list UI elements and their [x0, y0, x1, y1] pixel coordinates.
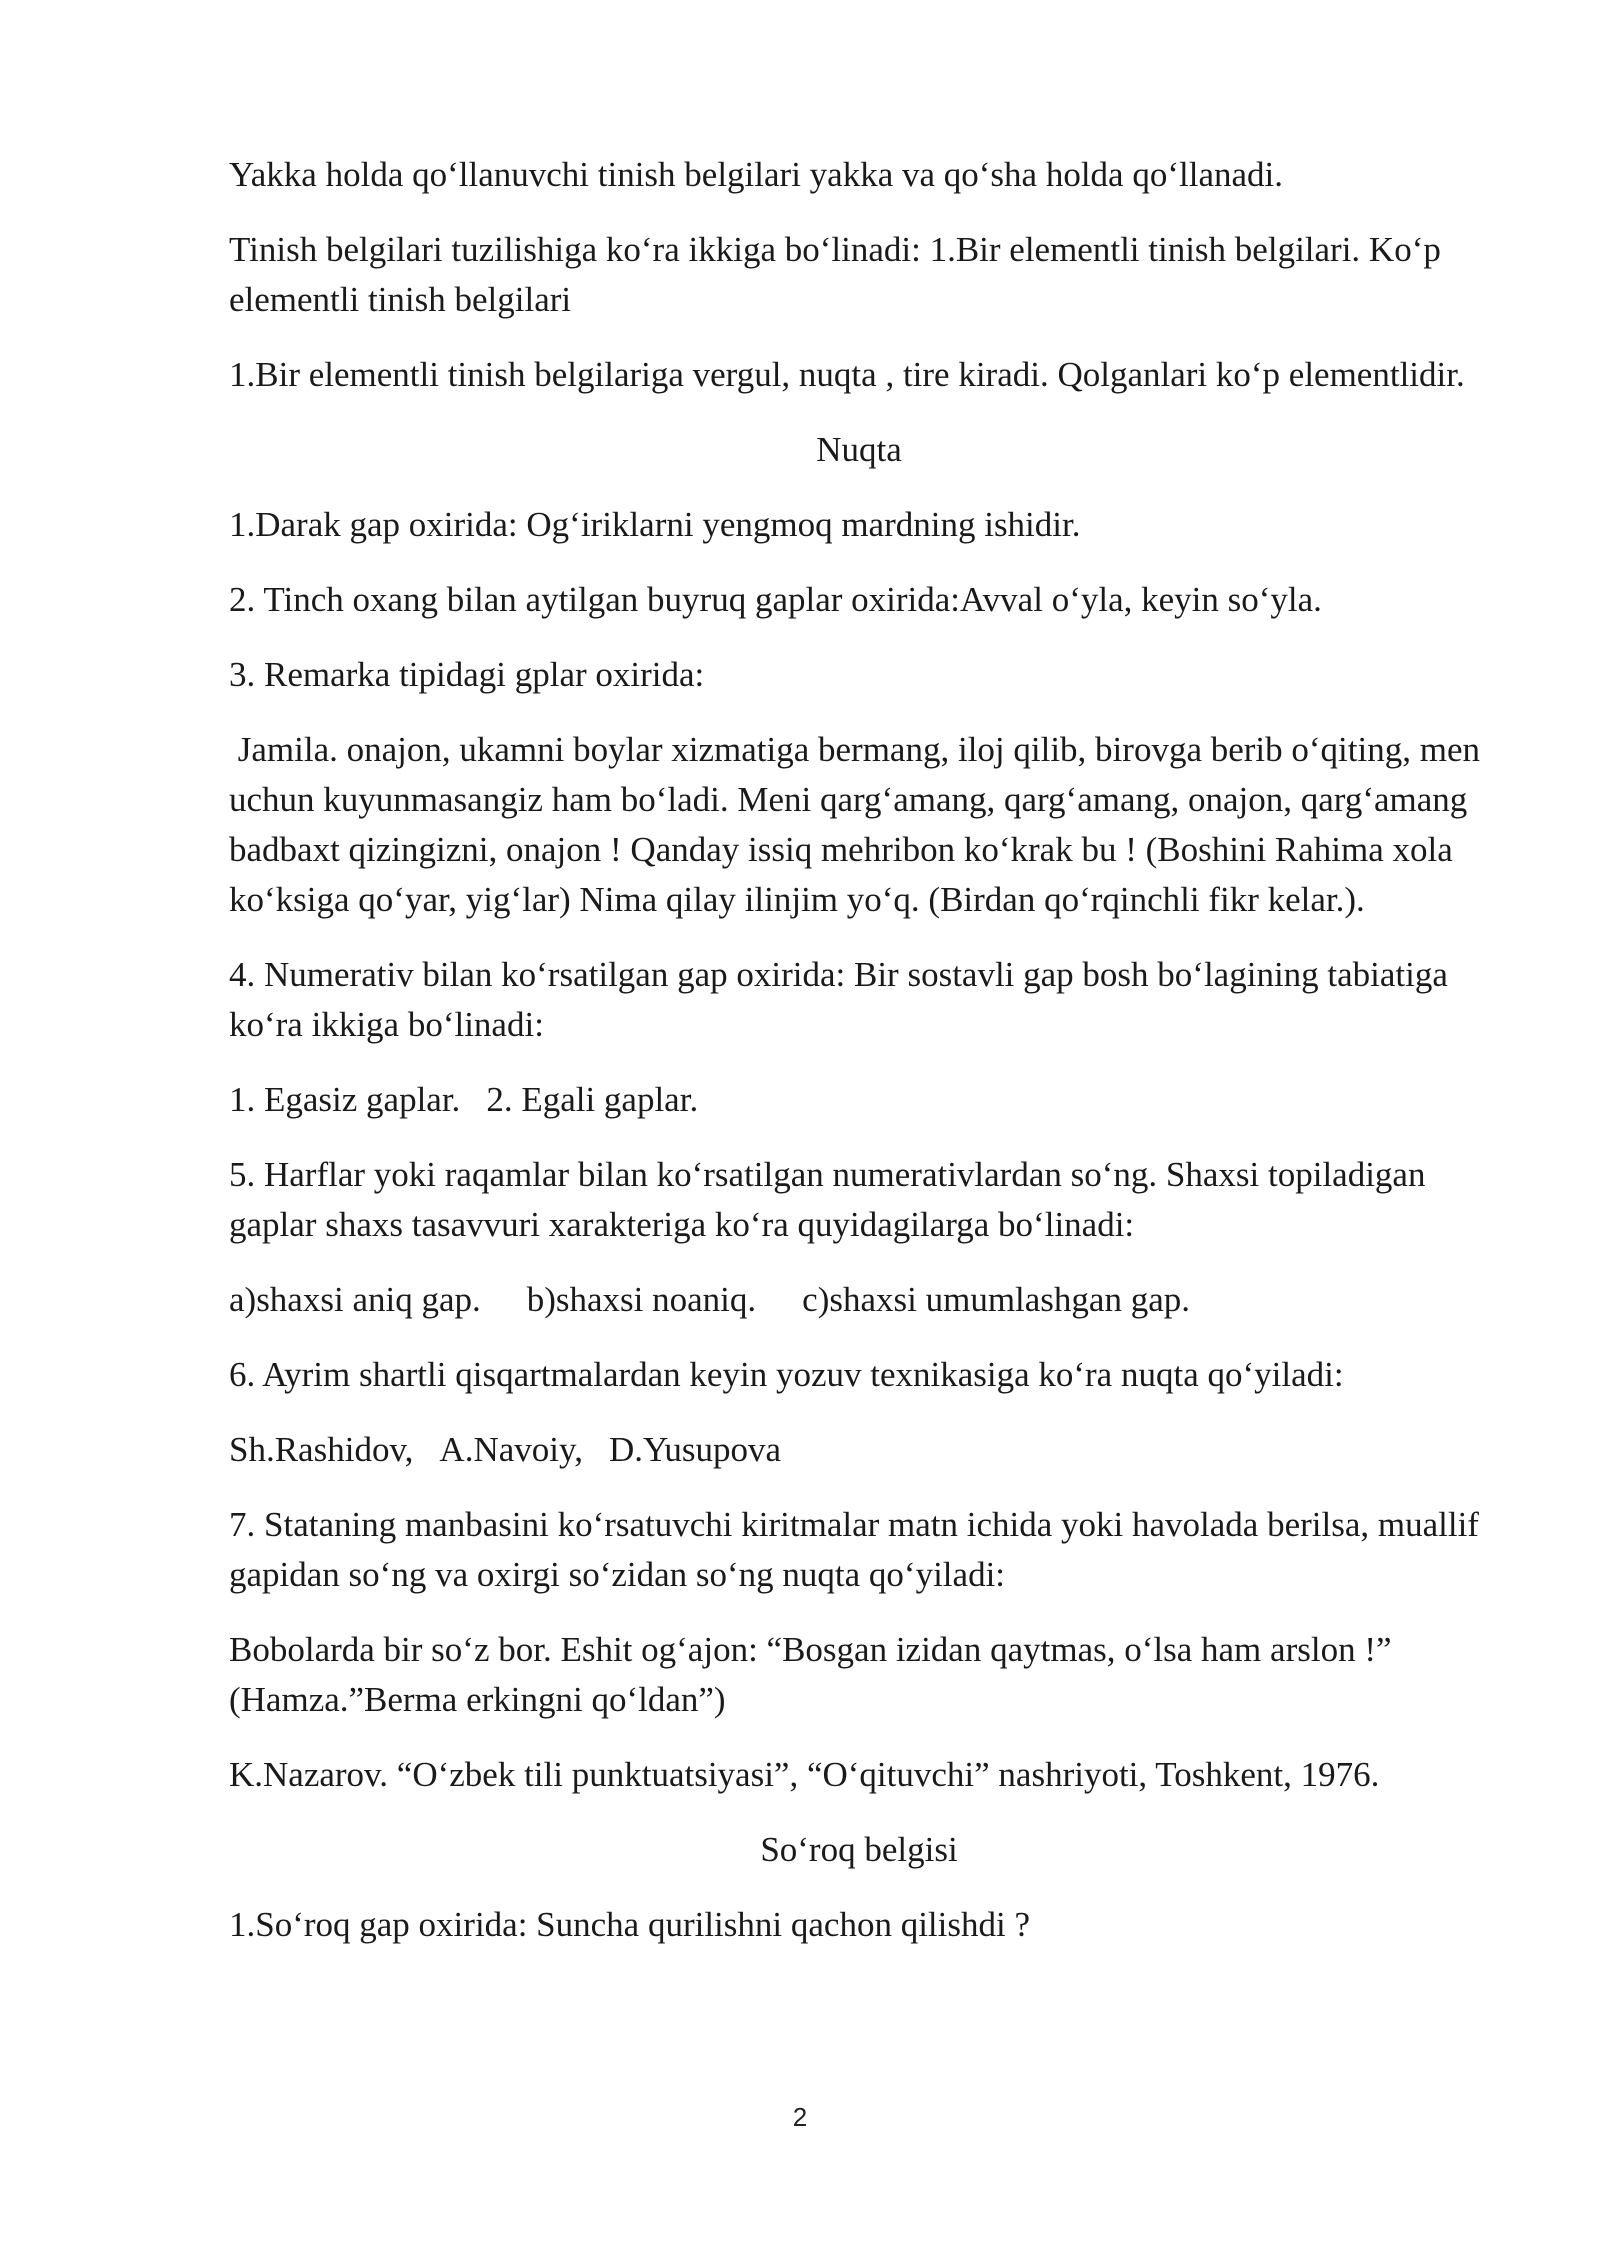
- document-page: [229, 150, 1489, 1975]
- paragraph: Tinish belgilari tuzilishiga ko‘ra ikkiga bo‘linadi: 1.Bir elementli tinish belgilari. Ko‘p elementli tinish belgilari: [229, 230, 1441, 319]
- page-number: 2: [792, 2102, 808, 2132]
- paragraph-list: [229, 1075, 1489, 1125]
- paragraph: 3. Remarka tipidagi gplar oxirida:: [229, 655, 705, 694]
- list-item: c)shaxsi umumlashgan gap.: [802, 1280, 1190, 1319]
- list-item: Sh.Rashidov,: [229, 1430, 414, 1469]
- list-item: D.Yusupova: [608, 1430, 782, 1469]
- paragraph: 4. Numerativ bilan ko‘rsatilgan gap oxirida: Bir sostavli gap bosh bo‘lagining tabiatiga ko‘ra ikkiga bo‘linadi:: [229, 955, 1448, 1044]
- paragraph: Jamila. onajon, ukamni boylar xizmatiga bermang, iloj qilib, birovga berib o‘qiting, men uchun kuyunmasangiz ham bo‘ladi. Meni qarg‘amang, qarg‘amang, onajon, qarg‘amang badbaxt qizingizni, onajon ! Qanday issiq mehribon ko‘krak bu ! (Boshini Rahima xola ko‘ksiga qo‘yar, yig‘lar) Nima qilay ilinjim yo‘q. (Birdan qo‘rqinchli fikr kelar.).: [229, 730, 1489, 919]
- paragraph: 7. Stataning manbasini ko‘rsatuvchi kiritmalar matn ichida yoki havolada berilsa, muallif gapidan so‘ng va oxirgi so‘zidan so‘ng nuqta qo‘yiladi:: [229, 1505, 1479, 1594]
- paragraph: 1.So‘roq gap oxirida: Suncha qurilishni qachon qilishdi ?: [229, 1905, 1031, 1944]
- paragraph: 1.Darak gap oxirida: Og‘iriklarni yengmoq mardning ishidir.: [229, 505, 1081, 544]
- paragraph: 5. Harflar yoki raqamlar bilan ko‘rsatilgan numerativlardan so‘ng. Shaxsi topiladigan gaplar shaxs tasavvuri xarakteriga ko‘ra quyidagilarga bo‘linadi:: [229, 1155, 1426, 1244]
- section-heading-nuqta: Nuqta: [816, 430, 902, 469]
- section-heading-soroq-belgisi: So‘roq belgisi: [760, 1830, 958, 1869]
- list-item: 1. Egasiz gaplar.: [229, 1080, 461, 1119]
- paragraph: 2. Tinch oxang bilan aytilgan buyruq gaplar oxirida:Avval o‘yla, keyin so‘yla.: [229, 580, 1322, 619]
- list-item: b)shaxsi noaniq.: [526, 1280, 757, 1319]
- paragraph-list: [229, 1425, 1489, 1475]
- paragraph: Yakka holda qo‘llanuvchi tinish belgilari yakka va qo‘sha holda qo‘llanadi.: [229, 155, 1283, 194]
- paragraph-list: [229, 1275, 1489, 1325]
- list-item: a)shaxsi aniq gap.: [229, 1280, 481, 1319]
- paragraph: 1.Bir elementli tinish belgilariga vergul, nuqta , tire kiradi. Qolganlari ko‘p elementlidir.: [229, 355, 1465, 394]
- paragraph: K.Nazarov. “O‘zbek tili punktuatsiyasi”, “O‘qituvchi” nashriyoti, Toshkent, 1976.: [229, 1755, 1380, 1794]
- list-item: A.Navoiy,: [439, 1430, 583, 1469]
- paragraph: Bobolarda bir so‘z bor. Eshit og‘ajon: “Bosgan izidan qaytmas, o‘lsa ham arslon !” (Hamza.”Berma erkingni qo‘ldan”): [229, 1630, 1392, 1719]
- list-item: 2. Egali gaplar.: [486, 1080, 699, 1119]
- paragraph: 6. Ayrim shartli qisqartmalardan keyin yozuv texnikasiga ko‘ra nuqta qo‘yiladi:: [229, 1355, 1344, 1394]
